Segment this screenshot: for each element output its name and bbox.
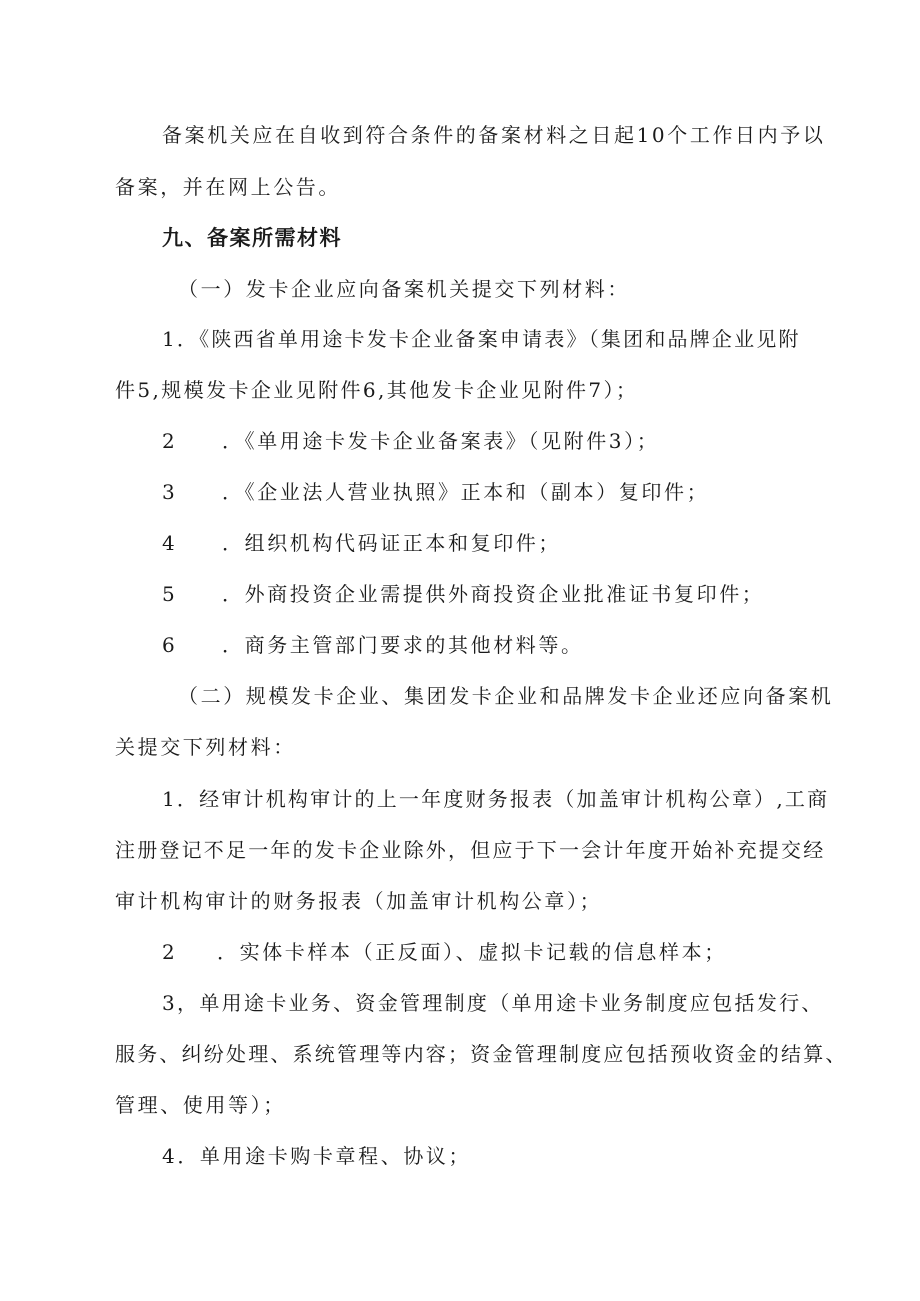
item-number: 2: [162, 940, 175, 964]
list-item-line: 3，单用途卡业务、资金管理制度（单用途卡业务制度应包括发行、: [162, 991, 824, 1015]
list-item-line: 1．经审计机构审计的上一年度财务报表（加盖审计机构公章）,工商: [162, 787, 830, 811]
paragraph-line: 备案机关应在自收到符合条件的备案材料之日起10个工作日内予以: [162, 123, 826, 147]
subsection-title: （二）规模发卡企业、集团发卡企业和品牌发卡企业还应向备案机: [178, 684, 834, 708]
list-item-line: 管理、使用等）；: [115, 1093, 286, 1117]
item-number: 2: [162, 429, 175, 453]
item-text: ．实体卡样本（正反面）、虚拟卡记载的信息样本；: [217, 940, 727, 964]
list-item: [162, 581, 764, 607]
list-item: [162, 939, 727, 965]
item-text: ．组织机构代码证正本和复印件；: [222, 531, 561, 555]
item-number: 4: [162, 531, 175, 555]
item-text: ．外商投资企业需提供外商投资企业批准证书复印件；: [222, 582, 765, 606]
section-heading: 九、备案所需材料: [162, 226, 342, 250]
subsection-title: （一）发卡企业应向备案机关提交下列材料：: [178, 277, 630, 301]
list-item-line: 4．单用途卡购卡章程、协议；: [162, 1144, 472, 1168]
item-text: ．《单用途卡发卡企业备案表》（见附件3）；: [222, 429, 660, 453]
item-text: ．《企业法人营业执照》正本和（副本）复印件；: [222, 480, 710, 504]
list-item-line: 1．《陕西省单用途卡发卡企业备案申请表》（集团和品牌企业见附: [162, 327, 801, 351]
list-item-line: 服务、纠纷处理、系统管理等内容；资金管理制度应包括预收资金的结算、: [115, 1042, 848, 1066]
item-text: ．商务主管部门要求的其他材料等。: [222, 633, 584, 657]
list-item-line: 件5,规模发卡企业见附件6,其他发卡企业见附件7）；: [115, 378, 639, 402]
paragraph-line: 备案，并在网上公告。: [115, 175, 341, 199]
subsection-title: 关提交下列材料：: [115, 735, 296, 759]
list-item-line: 注册登记不足一年的发卡企业除外，但应于下一会计年度开始补充提交经: [115, 838, 826, 862]
list-item: [162, 428, 659, 454]
item-number: 6: [162, 633, 175, 657]
item-number: 5: [162, 582, 175, 606]
list-item-line: 审计机构审计的财务报表（加盖审计机构公章）；: [115, 889, 603, 913]
list-item: [162, 632, 584, 658]
item-number: 3: [162, 480, 175, 504]
list-item: [162, 530, 561, 556]
list-item: [162, 479, 709, 505]
